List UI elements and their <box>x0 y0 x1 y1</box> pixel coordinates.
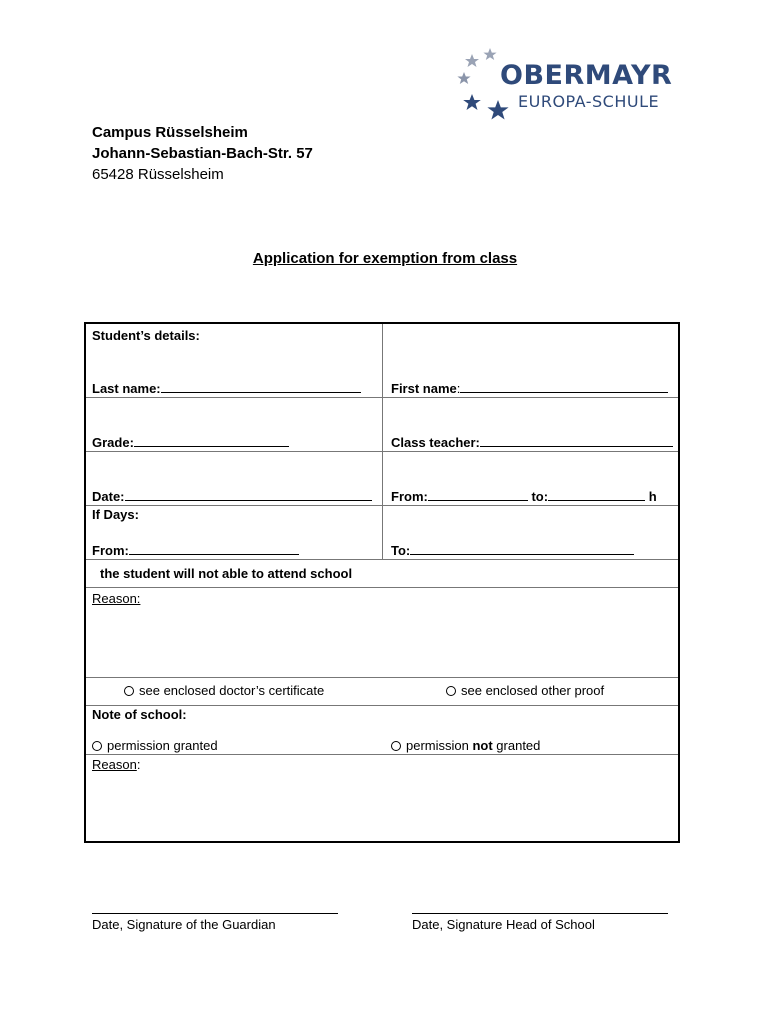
radio-circle-icon[interactable] <box>446 686 456 696</box>
city-address: 65428 Rüsselsheim <box>92 166 224 183</box>
from-days-label: From: <box>92 543 129 558</box>
to-days-line[interactable] <box>410 543 634 555</box>
radio-circle-icon[interactable] <box>391 741 401 751</box>
from-days-line[interactable] <box>129 543 299 555</box>
application-form <box>84 322 680 843</box>
first-name-line[interactable] <box>460 381 668 393</box>
school-logo <box>452 44 682 126</box>
logo-name: OBERMAYR <box>500 60 673 91</box>
row-divider <box>86 677 678 678</box>
last-name-label: Last name: <box>92 381 161 396</box>
permission-not-bold: not <box>472 738 493 753</box>
permission-granted-option[interactable] <box>92 738 218 753</box>
to-time-line[interactable] <box>548 489 645 501</box>
campus-name: Campus Rüsselsheim <box>92 124 248 141</box>
from-time-line[interactable] <box>428 489 528 501</box>
last-name-field[interactable] <box>92 381 361 396</box>
if-days-label: If Days: <box>92 507 139 522</box>
logo-subtitle: EUROPA-SCHULE <box>518 92 660 111</box>
class-teacher-field[interactable] <box>391 435 673 450</box>
permission-not-post: granted <box>492 738 541 753</box>
date-field[interactable] <box>92 489 372 504</box>
row-divider <box>86 559 678 560</box>
date-line[interactable] <box>125 489 372 501</box>
first-name-label: First name <box>391 381 457 396</box>
class-teacher-label: Class teacher: <box>391 435 480 450</box>
other-proof-option[interactable] <box>446 683 604 698</box>
grade-label: Grade: <box>92 435 134 450</box>
guardian-signature-line[interactable] <box>92 913 338 914</box>
school-reason-area[interactable] <box>86 774 678 840</box>
permission-granted-label: permission granted <box>107 738 218 753</box>
last-name-line[interactable] <box>161 381 361 393</box>
from-days-field[interactable] <box>92 543 299 558</box>
time-range-field[interactable] <box>391 489 657 504</box>
row-divider <box>86 705 678 706</box>
to-days-field[interactable] <box>391 543 634 558</box>
guardian-signature-label: Date, Signature of the Guardian <box>92 917 276 932</box>
radio-circle-icon[interactable] <box>124 686 134 696</box>
first-name-field[interactable] <box>391 381 668 396</box>
date-label: Date: <box>92 489 125 504</box>
students-details-label: Student’s details: <box>92 328 200 343</box>
reason-area[interactable] <box>86 606 678 674</box>
grade-field[interactable] <box>92 435 289 450</box>
reason2-colon: : <box>136 757 141 772</box>
row-divider <box>86 754 678 755</box>
reason2-text: Reason <box>92 757 137 772</box>
hour-suffix: h <box>648 489 657 504</box>
other-proof-label: see enclosed other proof <box>461 683 605 698</box>
to-days-label: To: <box>391 543 411 558</box>
head-signature-label: Date, Signature Head of School <box>412 917 595 932</box>
doctor-certificate-option[interactable] <box>124 683 324 698</box>
radio-circle-icon[interactable] <box>92 741 102 751</box>
class-teacher-line[interactable] <box>480 435 673 447</box>
grade-line[interactable] <box>134 435 289 447</box>
permission-not-granted-option[interactable] <box>391 738 540 753</box>
page-title: Application for exemption from class <box>252 250 518 267</box>
not-able-statement: the student will not able to attend school <box>100 566 353 581</box>
to-time-label: to: <box>531 489 549 504</box>
note-of-school-label: Note of school: <box>92 707 187 722</box>
column-divider <box>382 324 383 559</box>
first-name-colon: : <box>456 381 461 396</box>
row-divider <box>86 587 678 588</box>
head-signature-line[interactable] <box>412 913 668 914</box>
reason2-label <box>92 757 140 772</box>
from-time-label: From: <box>391 489 428 504</box>
street-address: Johann-Sebastian-Bach-Str. 57 <box>92 145 313 162</box>
permission-not-pre: permission <box>406 738 473 753</box>
reason-label: Reason: <box>92 591 141 606</box>
doctor-certificate-label: see enclosed doctor’s certificate <box>139 683 325 698</box>
